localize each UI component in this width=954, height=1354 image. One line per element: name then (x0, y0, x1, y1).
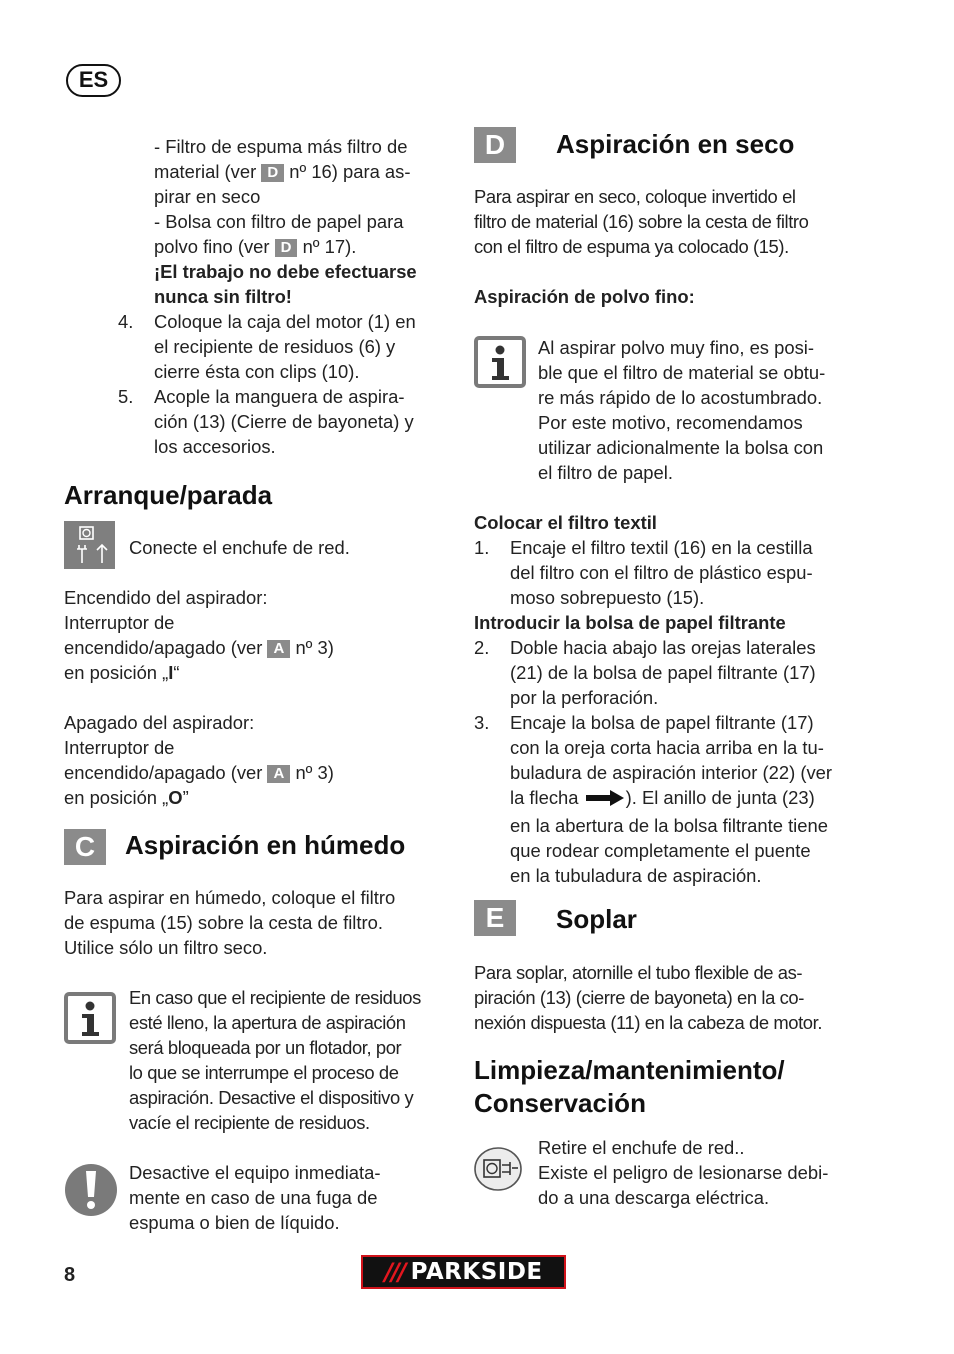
text-line: - Filtro de espuma más filtro de (154, 136, 408, 157)
list-number: 2. (474, 637, 490, 658)
section-letter-d: D (474, 127, 516, 163)
info-text-d: Al aspirar polvo muy fino, es posi- ble que el filtro de material se obtu- re más rápido de lo acostumbrado. Por este motivo, recomendamos utilizar adicionalmente la bolsa con el filtro de papel. (538, 337, 826, 483)
figure-badge-a: A (267, 640, 290, 658)
section-title-seco: Aspiración en seco (556, 129, 795, 159)
logo-text: PARKSIDE (410, 1259, 543, 1285)
list-number: 5. (118, 386, 134, 407)
list-item: 2. Doble hacia abajo las orejas laterales (21) de la bolsa de papel filtrante (17) por la perforación. (474, 637, 816, 708)
humedo-text: Para aspirar en húmedo, coloque el filtro de espuma (15) sobre la cesta de filtro. Utilice sólo un filtro seco. (64, 887, 396, 958)
exclamation-icon (64, 1163, 118, 1222)
unplug-icon (474, 1147, 522, 1196)
section-title-humedo: Aspiración en húmedo (125, 830, 406, 860)
list-item: 1. Encaje el filtro textil (16) en la cestilla del filtro con el filtro de plástico espu- moso sobrepuesto (15). (474, 537, 813, 608)
info-icon (474, 336, 526, 388)
arrow-right-icon (584, 788, 626, 813)
text-line: polvo fino (ver D nº 17). (154, 236, 357, 257)
list-number: 3. (474, 712, 490, 733)
fine-dust-title: Aspiración de polvo fino: (474, 286, 695, 307)
subheading: Colocar el filtro textil (474, 512, 657, 533)
plug-text: Conecte el enchufe de red. (129, 537, 350, 558)
section-title-mantenimiento: Limpieza/mantenimiento/ Conservación (474, 1055, 785, 1118)
textil-section (474, 510, 874, 888)
logo-stripes: /// (384, 1258, 405, 1286)
warning-text-c: Desactive el equipo inmediata- mente en caso de una fuga de espuma o bien de líquido. (129, 1162, 381, 1233)
figure-badge-a: A (267, 765, 290, 783)
plug-in-icon (64, 521, 115, 569)
switch-on-text: Encendido del aspirador: Interruptor de encendido/apagado (ver A nº 3) en posición „I“ (64, 587, 334, 683)
list-item: 3. Encaje la bolsa de papel filtrante (17) con la oreja corta hacia arriba en la tu- buladura de aspiración interior (22) (ver la flecha ). El anillo de junta (23) en la abertura de la bolsa filtrante tiene que rodear completamente el puente en la tubuladura de aspiración. (474, 712, 832, 886)
maint-text: Retire el enchufe de red.. Existe el peligro de lesionarse debi- do a una descarga eléctrica. (538, 1137, 829, 1208)
section-title-soplar: Soplar (556, 904, 637, 934)
text-line: material (ver D nº 16) para as- (154, 161, 411, 182)
soplar-text: Para soplar, atornille el tubo flexible de as- piración (13) (cierre de bayoneta) en la co- nexión dispuesta (11) en la cabeza de motor. (474, 962, 823, 1033)
warning-bold: nunca sin filtro! (154, 286, 292, 307)
figure-badge-d: D (275, 239, 298, 257)
info-text-c: En caso que el recipiente de residuos esté lleno, la apertura de aspiración será bloqueada por un flotador, por lo que se interrumpe el proceso de aspiración. Desactive el dispositivo y vacíe el recipiente de residuos. (129, 987, 421, 1133)
section-letter-e: E (474, 900, 516, 936)
list-item: 4. Coloque la caja del motor (1) en el recipiente de residuos (6) y cierre ésta con clips (10). (118, 311, 416, 382)
list-number: 4. (118, 311, 134, 332)
subheading: Introducir la bolsa de papel filtrante (474, 612, 786, 633)
filter-options (154, 134, 454, 309)
warning-bold: ¡El trabajo no debe efectuarse (154, 261, 417, 282)
seco-text: Para aspirar en seco, coloque invertido el filtro de material (16) sobre la cesta de filtro con el filtro de espuma ya colocado (15). (474, 186, 809, 257)
section-title-arranque: Arranque/parada (64, 480, 273, 510)
parkside-logo (361, 1255, 566, 1289)
list-item: 5. Acople la manguera de aspira- ción (13) (Cierre de bayoneta) y los accesorios. (118, 386, 414, 457)
switch-off-text: Apagado del aspirador: Interruptor de encendido/apagado (ver A nº 3) en posición „O” (64, 712, 334, 808)
language-badge: ES (66, 64, 121, 97)
text-line: - Bolsa con filtro de papel para (154, 211, 404, 232)
section-letter-c: C (64, 829, 106, 865)
info-icon (64, 992, 116, 1044)
numbered-list (118, 309, 458, 459)
figure-badge-d: D (261, 164, 284, 182)
page-number: 8 (64, 1264, 76, 1286)
text-line: pirar en seco (154, 186, 261, 207)
list-number: 1. (474, 537, 490, 558)
